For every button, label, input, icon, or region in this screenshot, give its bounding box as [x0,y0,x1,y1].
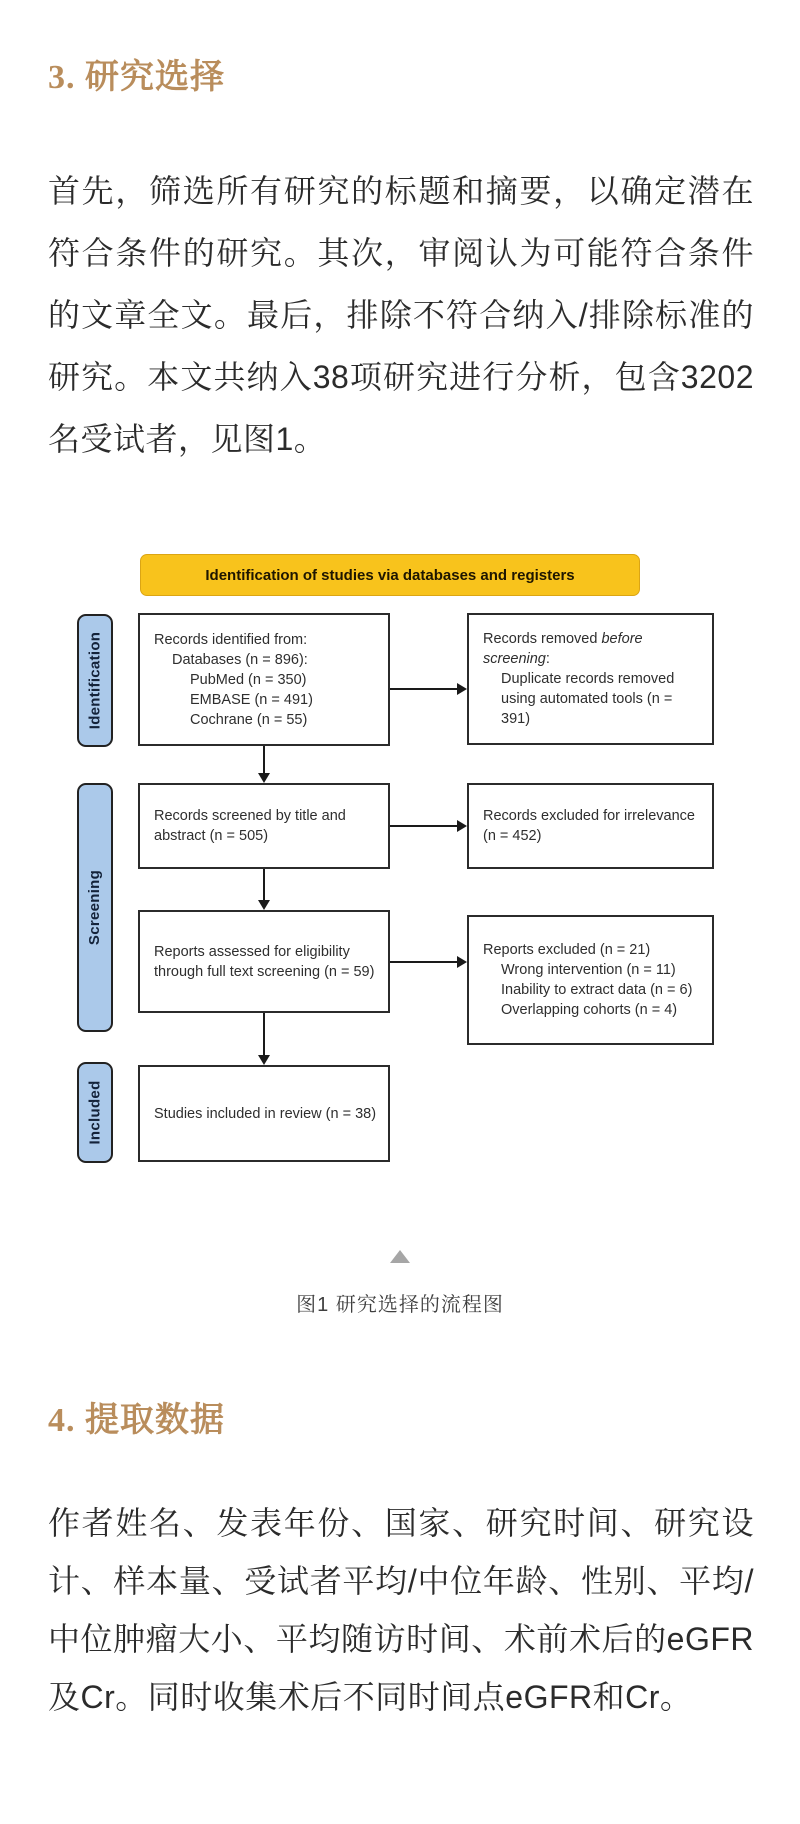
down-arrow-icon [263,746,265,773]
records-excluded-text: Records excluded for irrelevance (n = 452) [483,808,695,844]
side-label-screening-text: Screening [86,869,104,946]
right-arrow-icon [390,688,457,690]
records-removed-title [483,629,704,669]
data-extraction-paragraph: 作者姓名、发表年份、国家、研究时间、研究设计、样本量、受试者平均/中位年龄、性别、平均/中位肿瘤大小、平均随访时间、术前术后的eGFR及Cr。同时收集术后不同时间点eGFR和Cr。 [48,1505,754,1715]
records-removed-title-post: : [545,651,550,667]
box-studies-included [138,1065,390,1162]
side-label-identification-text: Identification [86,631,104,730]
section-heading-study-selection: 3. 研究选择 [48,59,225,97]
figure-caption: 图1 研究选择的流程图 [296,1294,504,1316]
reports-excluded-inability: Inability to extract data (n = 6) [501,982,693,998]
section-heading-data-extraction: 4. 提取数据 [48,1402,225,1440]
side-label-included [77,1062,113,1163]
box-records-removed [467,613,714,745]
records-identified-title: Records identified from: [154,631,308,648]
side-label-identification [77,614,113,747]
studies-included-text: Studies included in review (n = 38) [154,1105,377,1122]
flow-banner-title: Identification of studies via databases and registers [140,554,640,596]
box-reports-assessed [138,910,390,1013]
reports-excluded-overlapping: Overlapping cohorts (n = 4) [501,1002,678,1018]
reports-assessed-text: Reports assessed for eligibility through full text screening (n = 59) [154,943,375,980]
records-identified-embase: EMBASE (n = 491) [190,691,313,708]
down-arrow-icon [263,869,265,900]
study-selection-paragraph: 首先，筛选所有研究的标题和摘要，以确定潜在符合条件的研究。其次，审阅认为可能符合条件的文章全文。最后，排除不符合纳入/排除标准的研究。本文共纳入38项研究进行分析，包含3202名受试者，见图1。 [48,173,754,457]
box-reports-excluded [467,915,714,1045]
records-removed-title-pre: Records removed [483,631,602,647]
records-removed-detail: Duplicate records removed using automated tools (n = 391) [501,671,675,727]
records-removed-title-italic: before screening [483,631,643,667]
collapse-triangle-icon [390,1250,410,1263]
records-identified-cochrane: Cochrane (n = 55) [190,711,308,728]
reports-excluded-title: Reports excluded (n = 21) [483,942,651,958]
records-identified-databases: Databases (n = 896): [172,651,308,668]
down-arrow-icon [263,1013,265,1055]
box-records-excluded [467,783,714,869]
right-arrow-icon [390,825,457,827]
box-records-identified [138,613,390,746]
right-arrow-icon [390,961,457,963]
side-label-included-text: Included [86,1080,104,1145]
records-screened-text: Records screened by title and abstract (n = 505) [154,808,346,844]
reports-excluded-wrong-intervention: Wrong intervention (n = 11) [501,962,676,978]
box-records-screened [138,783,390,869]
records-identified-pubmed: PubMed (n = 350) [190,671,307,688]
side-label-screening [77,783,113,1032]
